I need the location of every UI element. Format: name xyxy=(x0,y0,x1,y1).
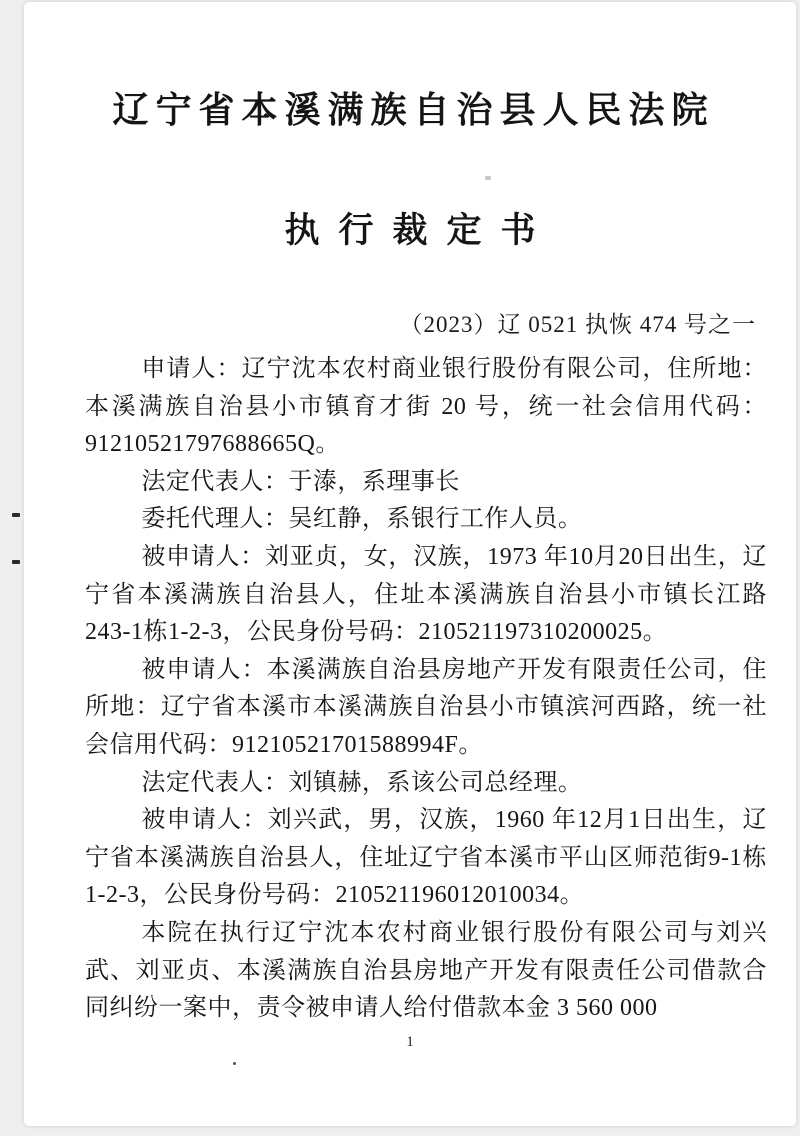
document-title: 执行裁定书 xyxy=(284,211,555,250)
document-page xyxy=(24,2,796,1126)
paragraph-case-summary: 本院在执行辽宁沈本农村商业银行股份有限公司与刘兴武、刘亚贞、本溪满族自治县房地产开发有限责任公司借款合同纠纷一案中，责令被申请人给付借款本金 3 560 000 xyxy=(85,919,767,1022)
scan-speck xyxy=(12,513,20,517)
case-number: （2023）辽 0521 执恢 474 号之一 xyxy=(399,312,756,337)
page-number: 1 xyxy=(406,1034,414,1050)
paragraph-respondent-2: 被申请人：本溪满族自治县房地产开发有限责任公司，住所地：辽宁省本溪市本溪满族自治县小市镇滨河西路，统一社会信用代码：91210521701588994F。 xyxy=(85,656,767,758)
paragraph-legal-representative-1: 法定代表人：于溙，系理事长 xyxy=(141,468,460,495)
paragraph-legal-representative-2: 法定代表人：刘镇赫，系该公司总经理。 xyxy=(141,769,583,796)
paragraph-respondent-1: 被申请人：刘亚贞，女，汉族，1973 年10月20日出生，辽宁省本溪满族自治县人，住址本溪满族自治县小市镇长江路243-1栋1-2-3，公民身份号码：210521197310200025。 xyxy=(85,543,767,646)
document-body xyxy=(85,351,767,1028)
scan-speck xyxy=(233,1062,236,1065)
paragraph-entrusted-agent: 委托代理人：吴红静，系银行工作人员。 xyxy=(141,506,583,533)
scan-speck xyxy=(485,176,491,180)
paragraph-respondent-3: 被申请人：刘兴武，男，汉族，1960 年12月1日出生，辽宁省本溪满族自治县人，住址辽宁省本溪市平山区师范街9-1栋1-2-3，公民身份号码：210521196012010034。 xyxy=(85,807,767,909)
paragraph-applicant: 申请人：辽宁沈本农村商业银行股份有限公司，住所地：本溪满族自治县小市镇育才街 20 号，统一社会信用代码：91210521797688665Q。 xyxy=(85,356,767,458)
scan-speck xyxy=(12,560,20,564)
court-name-heading: 辽宁省本溪满族自治县人民法院 xyxy=(112,90,715,130)
